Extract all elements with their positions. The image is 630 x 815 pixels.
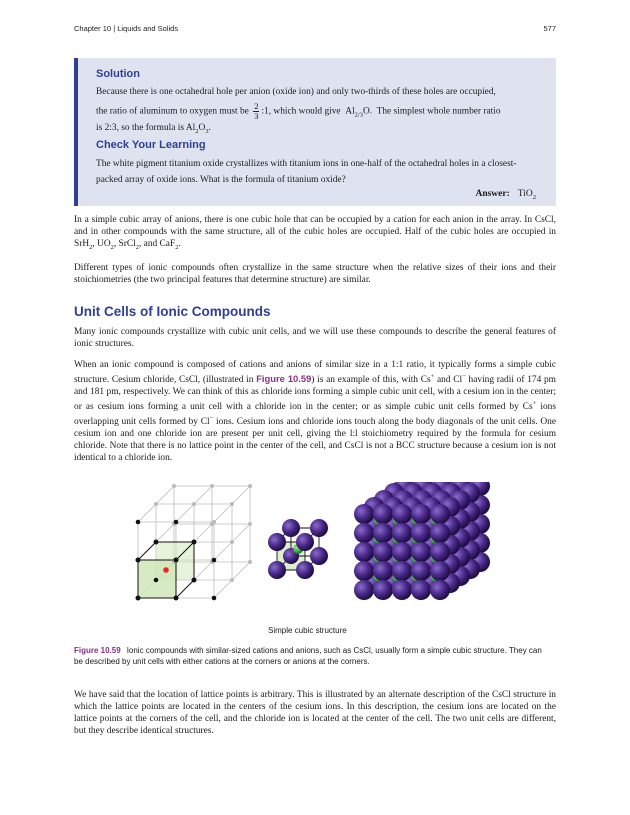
- solution-line-1: Because there is one octahedral hole per anion (oxide ion) and only two-thirds of these holes are occupied,: [96, 87, 496, 97]
- paragraph-lattice-points: We have said that the location of lattice points is arbitrary. This is illustrated by an alternate description of the CsCl structure in which the lattice points are located in the centers of the cesium ions. In this description, the cesium ions are located on the lattice points at the corners of the cell, and the chloride ion is located at the center of the cell. The two unit cells are different, but they describe identical structures.: [74, 690, 556, 736]
- figure-link[interactable]: Figure 10.59: [256, 373, 312, 385]
- anion-sphere: [411, 561, 431, 581]
- anion-sphere: [411, 542, 431, 562]
- anion-sphere: [411, 504, 431, 524]
- answer: Answer: TiO$_2$: [475, 189, 536, 201]
- anion-sphere: [430, 580, 450, 600]
- anion-sphere: [392, 542, 412, 562]
- anion-sphere: [373, 580, 393, 600]
- check-text: The white pigment titanium oxide crystallizes with titanium ions in one-half of the octahedral holes in a closest-packed array of oxide ions. What is the formula of titanium oxide?: [96, 159, 517, 185]
- anion-sphere: [373, 561, 393, 581]
- anion-sphere: [392, 561, 412, 581]
- page-header: [74, 24, 556, 36]
- paragraph-cscl: When an ionic compound is composed of cations and anions of similar size in a 1:1 ratio, it typically forms a simple cubic structure. Cesium chloride, CsCl, (illustrated in Figure 10.59) is an example of this, with Cs+ and Cl− having radii of 174 pm and 181 pm, respectively. We can think of this as chloride ions forming a simple cubic unit cell, with a cesium ion in the center; or as cesium ions forming a unit cell with a chloride ion in the center; or as simple cubic unit cells formed by Cs+ ions overlapping unit cells formed by Cl− ions. Cesium ions and chloride ions touch along the body diagonals of the unit cells. One cesium ion and one chloride ion are present per unit cell, giving the l:l stoichiometry required by the formula for cesium chloride. Note that there is no lattice point in the center of the cell, and CsCl is not a BCC structure because a cesium ion is not identical to a chloride ion.: [74, 360, 556, 464]
- chapter-title: Chapter 10 | Liquids and Solids: [74, 24, 179, 33]
- center-point: [163, 567, 169, 573]
- solution-line-2: the ratio of aluminum to oxygen must be $\frac{2}{3}$ :1, which would give $Al_{2/3}O$. The simplest whole number ratio: [96, 101, 501, 121]
- anion-sphere: [354, 523, 374, 543]
- anion-sphere: [411, 523, 431, 543]
- packed-lattice: [354, 482, 490, 600]
- figure-subcaption: Simple cubic structure: [268, 626, 347, 635]
- anion-sphere: [430, 542, 450, 562]
- anion-sphere: [430, 523, 450, 543]
- check-heading: Check Your Learning: [96, 139, 206, 151]
- section-title: Unit Cells of Ionic Compounds: [74, 304, 271, 319]
- figure-caption: Figure 10.59 Ionic compounds with similar-sized cations and anions, such as CsCl, usually form a simple cubic structure. They can be described by unit cells with either cations at the corners or anions at the corners.: [74, 646, 542, 666]
- paragraph-structure-types: Different types of ionic compounds often crystallize in the same structure when the relative sizes of their ions and their stoichiometries (the two principal features that determine structure) are similar.: [74, 263, 556, 285]
- unit-cell-spheres: [268, 519, 328, 579]
- answer-label: Answer:: [475, 189, 510, 199]
- anion-sphere: [373, 523, 393, 543]
- figure-label: Figure 10.59: [74, 646, 121, 655]
- anion-sphere: [354, 580, 374, 600]
- fraction: $\frac{2}{3}$: [254, 101, 259, 121]
- figure-10-59: [120, 482, 510, 622]
- anion-sphere: [392, 523, 412, 543]
- solution-line-3: is 2:3, so the formula is $Al_2O_3$.: [96, 123, 211, 135]
- solution-heading: Solution: [96, 68, 140, 80]
- page-number: 577: [543, 24, 556, 33]
- anion-sphere: [354, 542, 374, 562]
- anion-sphere: [354, 504, 374, 524]
- cscl-illustration: [120, 482, 510, 622]
- anion-sphere: [373, 542, 393, 562]
- anion-sphere: [354, 561, 374, 581]
- anion-sphere: [430, 504, 450, 524]
- anion-sphere: [430, 561, 450, 581]
- example-box: [74, 58, 556, 206]
- paragraph-cubic-holes: In a simple cubic array of anions, there is one cubic hole that can be occupied by a cation for each anion in the array. In CsCl, and in other compounds with the same structure, all of the cubic holes are occupied. Half of the cubic holes are occupied in SrH$_2$, $UO_2$, SrCl$_2$, and CaF$_2$.: [74, 215, 556, 251]
- anion-sphere: [392, 580, 412, 600]
- anion-sphere: [373, 504, 393, 524]
- paragraph-unit-cells-intro: Many ionic compounds crystallize with cubic unit cells, and we will use these compounds to describe the general features of ionic structures.: [74, 327, 556, 349]
- anion-sphere: [392, 504, 412, 524]
- anion-sphere: [411, 580, 431, 600]
